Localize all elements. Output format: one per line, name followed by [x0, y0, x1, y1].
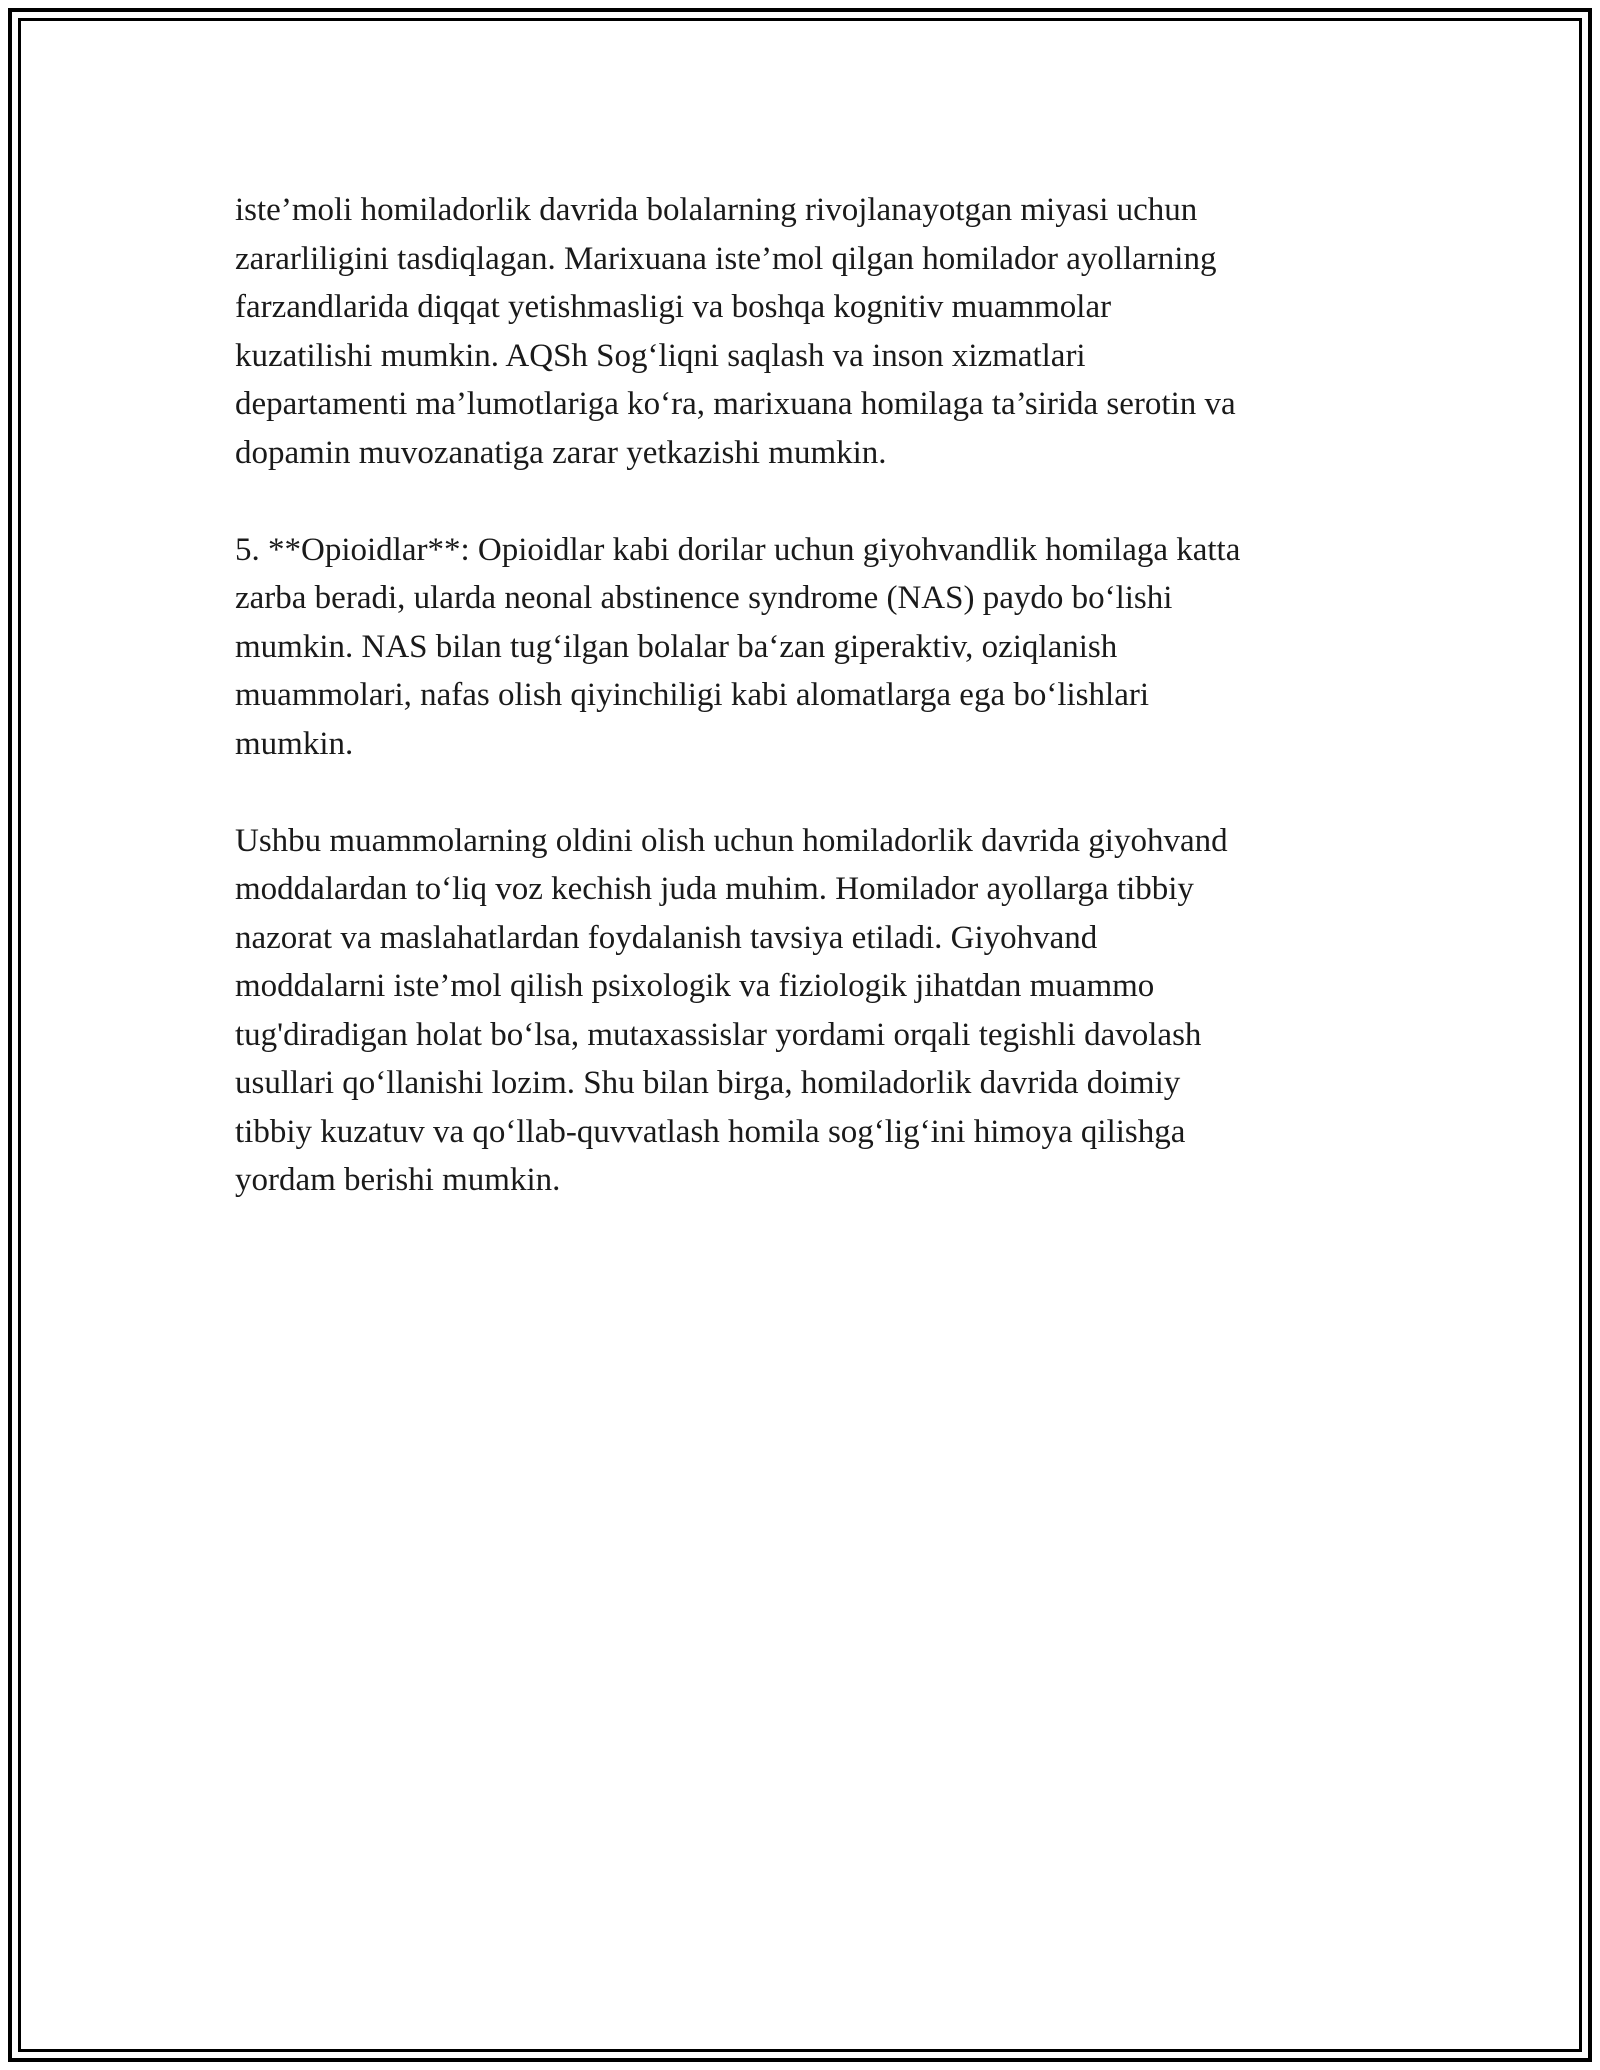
paragraph-opioids: 5. **Opioidlar**: Opioidlar kabi dorilar uchun giyohvandlik homilaga katta zarba beradi, ularda neonal abstinence syndrome (NAS) paydo bo‘lishi mumkin. NAS bilan tug‘ilgan bolalar ba‘zan giperaktiv, oziqlanish muammolari, nafas olish qiyinchiligi kabi alomatlarga ega bo‘lishlari mumkin. — [235, 531, 1241, 762]
document-body — [235, 186, 1375, 1253]
paragraph-prevention: Ushbu muammolarning oldini olish uchun homiladorlik davrida giyohvand moddalardan to‘liq voz kechish juda muhim. Homilador ayollarga tibbiy nazorat va maslahatlardan foydalanish tavsiya etiladi. Giyohvand moddalarni iste’mol qilish psixologik va fiziologik jihatdan muammo tug'diradigan holat bo‘lsa, mutaxassislar yordami orqali tegishli davolash usullari qo‘llanishi lozim. Shu bilan birga, homiladorlik davrida doimiy tibbiy kuzatuv va qo‘llab-quvvatlash homila sog‘lig‘ini himoya qilishga yordam berishi mumkin. — [235, 822, 1228, 1198]
paragraph-marijuana-effects: iste’moli homiladorlik davrida bolalarning rivojlanayotgan miyasi uchun zararliligini tasdiqlagan. Marixuana iste’mol qilgan homilador ayollarning farzandlarida diqqat yetishmasligi va boshqa kognitiv muammolar kuzatilishi mumkin. AQSh Sog‘liqni saqlash va inson xizmatlari departamenti ma’lumotlariga ko‘ra, marixuana homilaga ta’sirida serotin va dopamin muvozanatiga zarar yetkazishi mumkin. — [235, 192, 1236, 471]
